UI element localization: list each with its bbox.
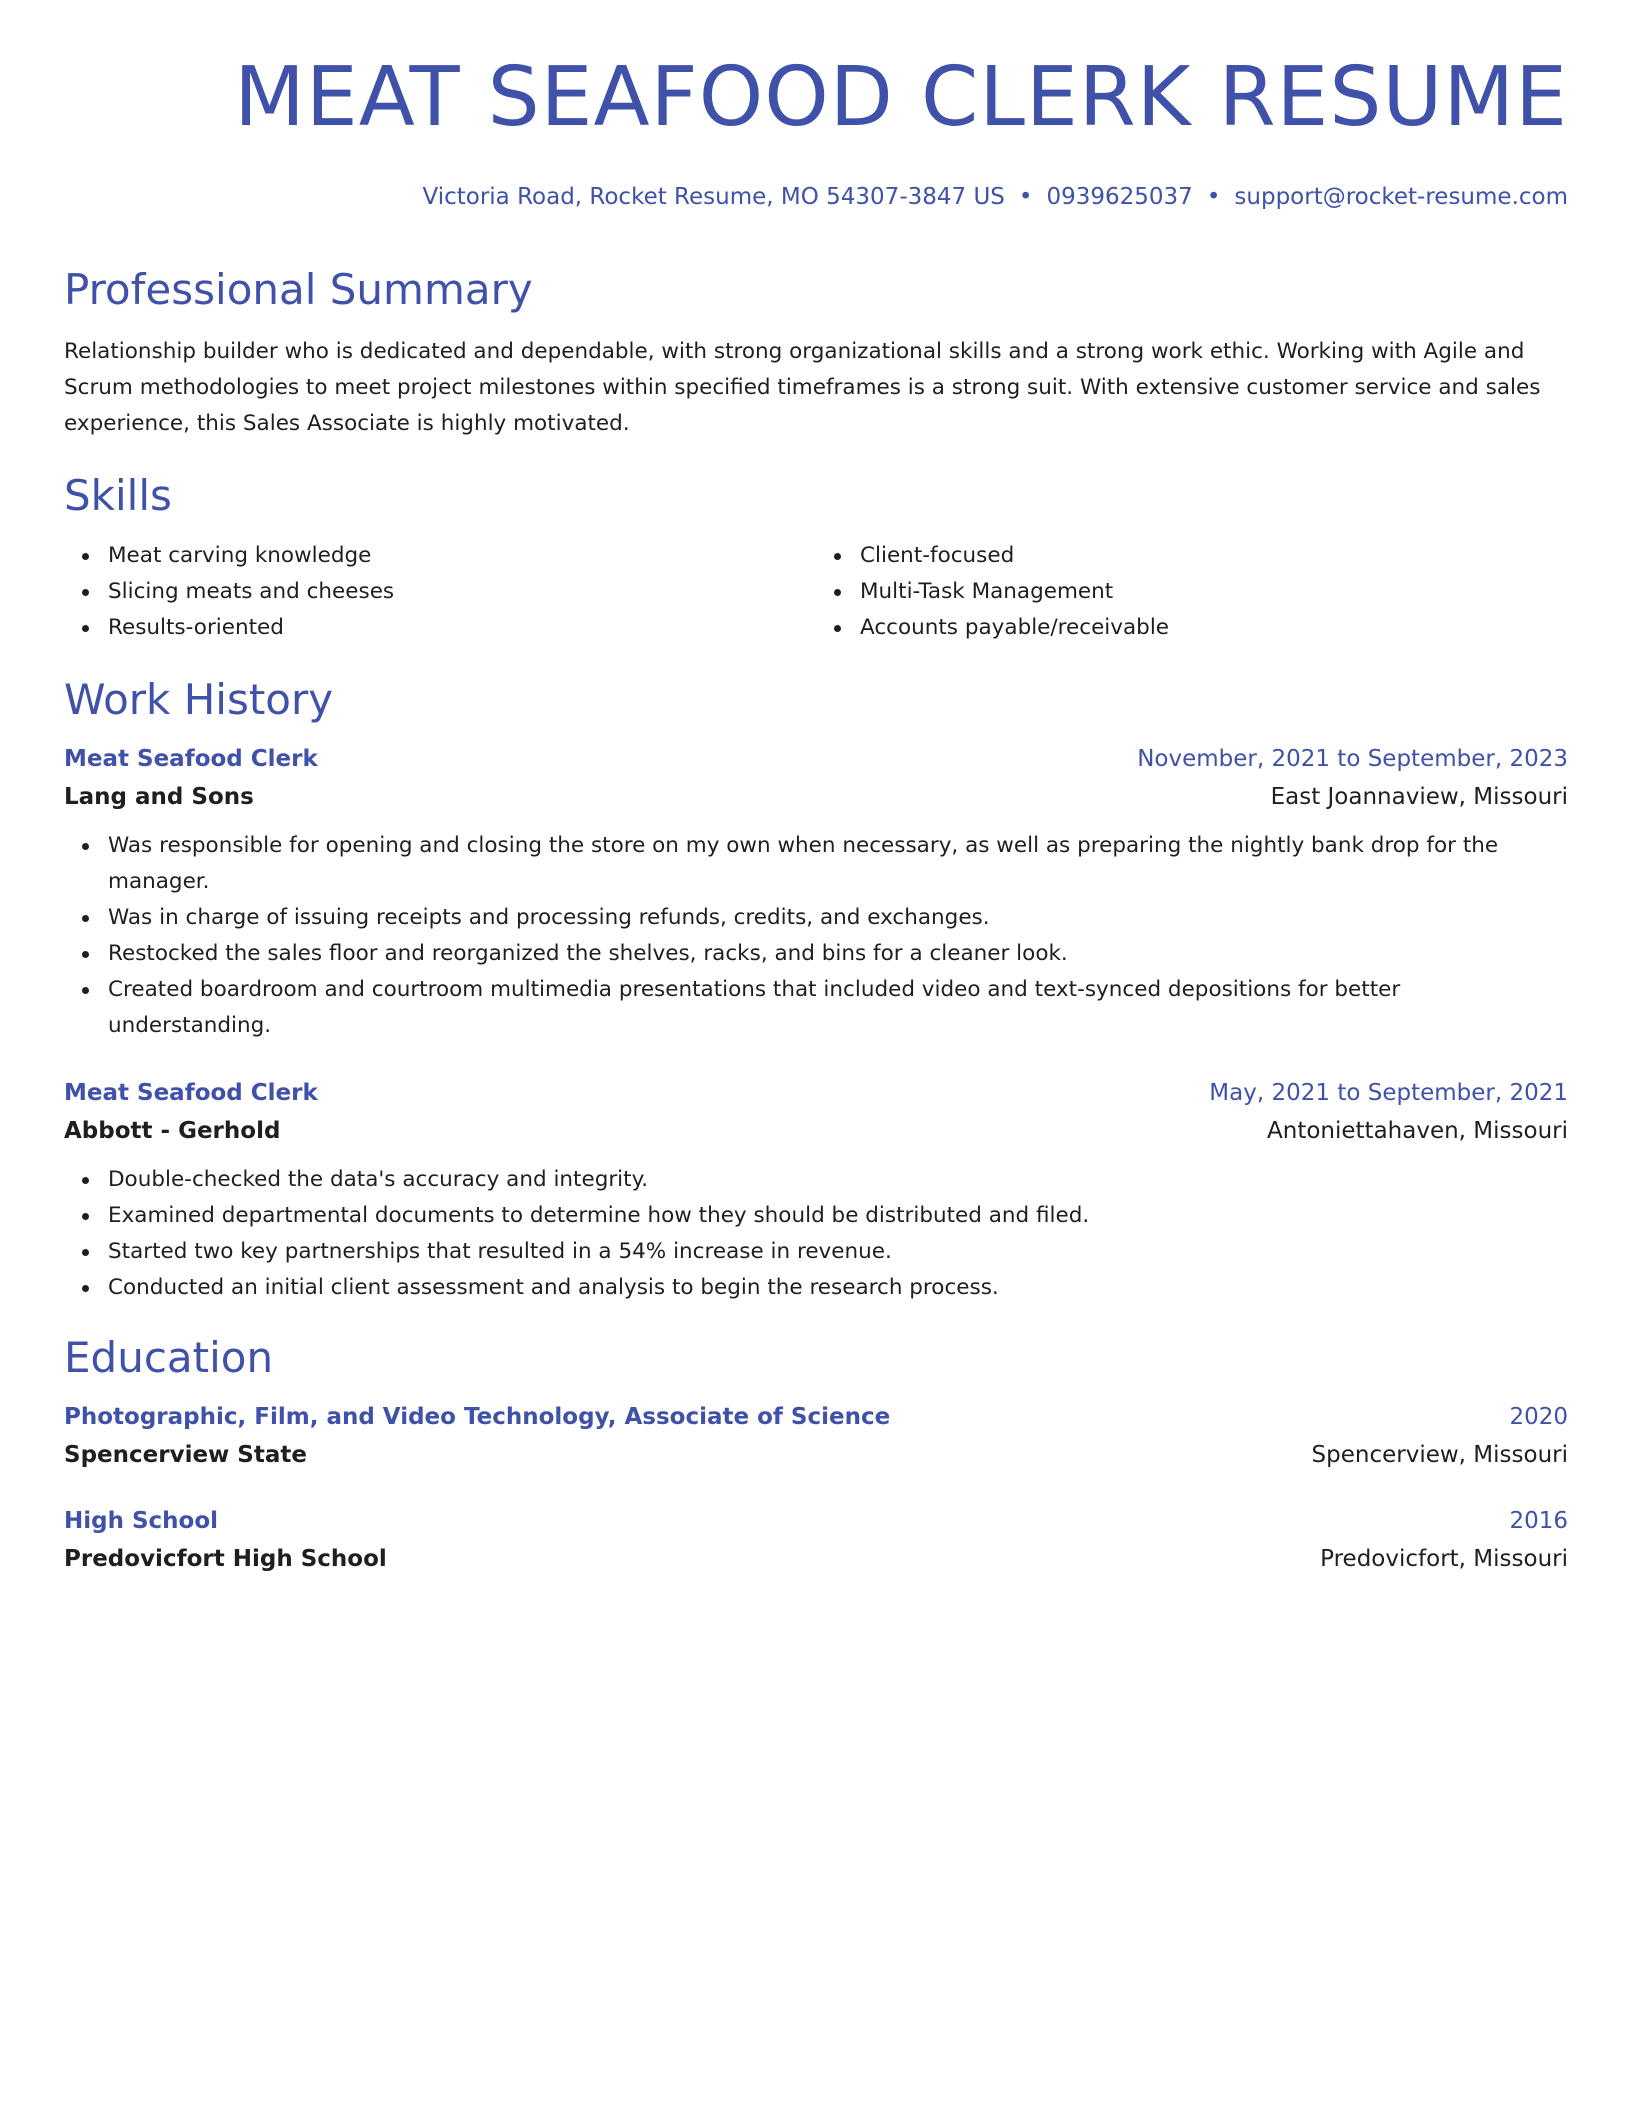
contact-address: Victoria Road, Rocket Resume, MO 54307-3847 US	[422, 184, 1005, 210]
job-company-row	[64, 778, 1568, 816]
job-bullets	[64, 1162, 1568, 1306]
education-location: Spencerview, Missouri	[1311, 1442, 1568, 1468]
education-entry	[64, 1398, 1568, 1474]
education-school: Spencerview State	[64, 1442, 307, 1468]
contact-separator: •	[1018, 184, 1033, 210]
education-school-row	[64, 1540, 1568, 1578]
job-bullet: Created boardroom and courtroom multimedia presentations that included video and text-synced depositions for better understanding.	[108, 972, 1568, 1044]
job-title: Meat Seafood Clerk	[64, 746, 318, 772]
job-bullet: Conducted an initial client assessment and analysis to begin the research process.	[108, 1270, 1568, 1306]
resume-header	[64, 50, 1568, 212]
summary-section	[64, 264, 1568, 442]
job-dates: November, 2021 to September, 2023	[1137, 746, 1568, 772]
education-degree: High School	[64, 1508, 219, 1534]
skill-item: Accounts payable/receivable	[860, 610, 1568, 646]
skills-heading: Skills	[64, 471, 172, 520]
resume-title: MEAT SEAFOOD CLERK RESUME	[234, 50, 1568, 145]
work-history-heading: Work History	[64, 675, 334, 724]
skills-section	[64, 470, 1568, 646]
contact-line	[64, 182, 1568, 212]
job-bullet: Was in charge of issuing receipts and processing refunds, credits, and exchanges.	[108, 900, 1568, 936]
skill-item: Meat carving knowledge	[108, 538, 816, 574]
job-title-row	[64, 1074, 1568, 1112]
education-degree-row	[64, 1502, 1568, 1540]
job-company-row	[64, 1112, 1568, 1150]
job-bullet: Was responsible for opening and closing the store on my own when necessary, as well as preparing the nightly bank drop for the manager.	[108, 828, 1568, 900]
education-heading: Education	[64, 1333, 274, 1382]
job-company: Abbott - Gerhold	[64, 1118, 281, 1144]
job-location: East Joannaview, Missouri	[1270, 784, 1568, 810]
skill-item: Multi-Task Management	[860, 574, 1568, 610]
job-location: Antoniettahaven, Missouri	[1267, 1118, 1568, 1144]
contact-separator: •	[1206, 184, 1221, 210]
job-dates: May, 2021 to September, 2021	[1209, 1080, 1568, 1106]
job-bullet: Examined departmental documents to determine how they should be distributed and filed.	[108, 1198, 1568, 1234]
skills-column-left	[64, 538, 816, 646]
education-entry	[64, 1502, 1568, 1578]
education-school-row	[64, 1436, 1568, 1474]
work-history-section	[64, 674, 1568, 1306]
summary-heading: Professional Summary	[64, 265, 533, 314]
job-entry	[64, 1074, 1568, 1306]
education-school: Predovicfort High School	[64, 1546, 387, 1572]
skill-item: Client-focused	[860, 538, 1568, 574]
skill-item: Results-oriented	[108, 610, 816, 646]
education-degree-row	[64, 1398, 1568, 1436]
contact-email: support@rocket-resume.com	[1234, 184, 1568, 210]
job-company: Lang and Sons	[64, 784, 254, 810]
job-title-row	[64, 740, 1568, 778]
job-bullets	[64, 828, 1568, 1044]
job-entry	[64, 740, 1568, 1044]
education-section	[64, 1332, 1568, 1578]
skill-item: Slicing meats and cheeses	[108, 574, 816, 610]
education-year: 2020	[1509, 1404, 1568, 1430]
education-location: Predovicfort, Missouri	[1320, 1546, 1568, 1572]
contact-phone: 0939625037	[1046, 184, 1193, 210]
job-bullet: Double-checked the data's accuracy and integrity.	[108, 1162, 1568, 1198]
job-bullet: Started two key partnerships that resulted in a 54% increase in revenue.	[108, 1234, 1568, 1270]
skills-column-right	[816, 538, 1568, 646]
job-bullet: Restocked the sales floor and reorganized the shelves, racks, and bins for a cleaner look.	[108, 936, 1568, 972]
job-title: Meat Seafood Clerk	[64, 1080, 318, 1106]
education-year: 2016	[1509, 1508, 1568, 1534]
summary-text: Relationship builder who is dedicated and dependable, with strong organizational skills and a strong work ethic. Working with Agile and Scrum methodologies to meet project milestones within specified timeframes is a strong suit. With extensive customer service and sales experience, this Sales Associate is highly motivated.	[64, 339, 1541, 436]
skills-grid	[64, 538, 1568, 646]
education-degree: Photographic, Film, and Video Technology, Associate of Science	[64, 1404, 891, 1430]
